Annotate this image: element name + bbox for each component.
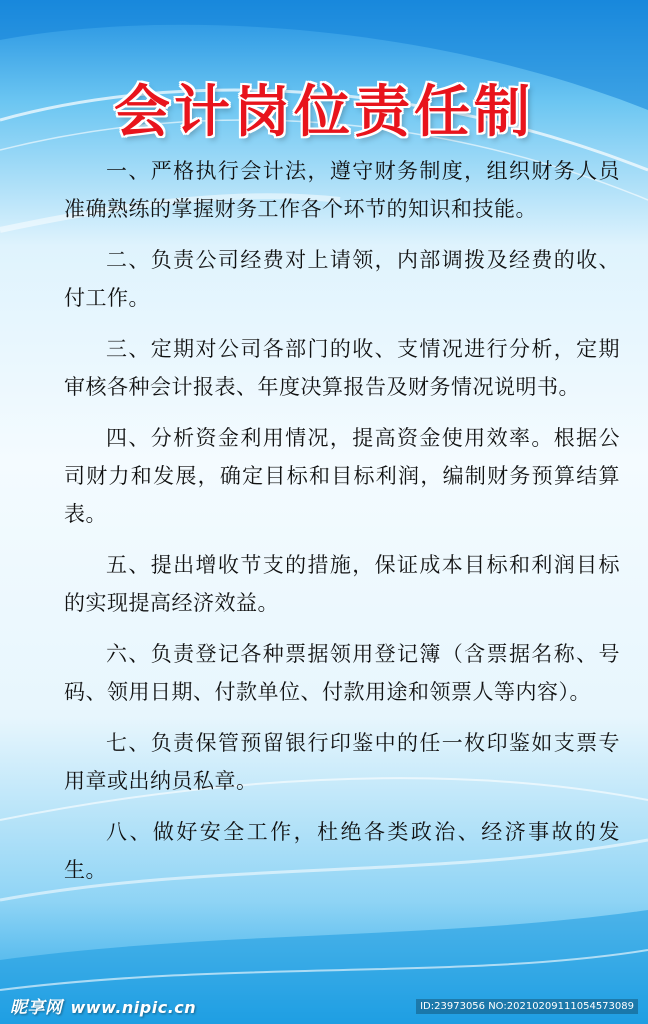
duty-item-5: 五、提出增收节支的措施，保证成本目标和利润目标的实现提高经济效益。: [64, 553, 620, 615]
watermark-logo: [10, 993, 196, 1018]
watermark-id: ID:23973056 NO:20210209111054573089: [416, 999, 638, 1014]
duty-item-8: 八、做好安全工作，杜绝各类政治、经济事故的发生。: [64, 820, 620, 882]
watermark-logo-text: 昵享网: [10, 998, 63, 1018]
duty-item-4: 四、分析资金利用情况，提高资金使用效率。根据公司财力和发展，确定目标和目标利润，编制财务预算结算表。: [64, 426, 620, 526]
duty-item-1: 一、严格执行会计法，遵守财务制度，组织财务人员准确熟练的掌握财务工作各个环节的知识和技能。: [64, 159, 620, 221]
duty-item-3: 三、定期对公司各部门的收、支情况进行分析，定期审核各种会计报表、年度决算报告及财务情况说明书。: [64, 337, 620, 399]
poster-title: 会计岗位责任制: [114, 79, 534, 145]
duty-list: [64, 152, 620, 902]
duty-item-2: 二、负责公司经费对上请领，内部调拨及经费的收、付工作。: [64, 248, 620, 310]
duty-item-6: 六、负责登记各种票据领用登记簿（含票据名称、号码、领用日期、付款单位、付款用途和领票人等内容）。: [64, 642, 620, 704]
watermark-bar: [0, 980, 648, 1024]
watermark-url: www.nipic.cn: [70, 998, 197, 1017]
duty-item-7: 七、负责保管预留银行印鉴中的任一枚印鉴如支票专用章或出纳员私章。: [64, 731, 620, 793]
